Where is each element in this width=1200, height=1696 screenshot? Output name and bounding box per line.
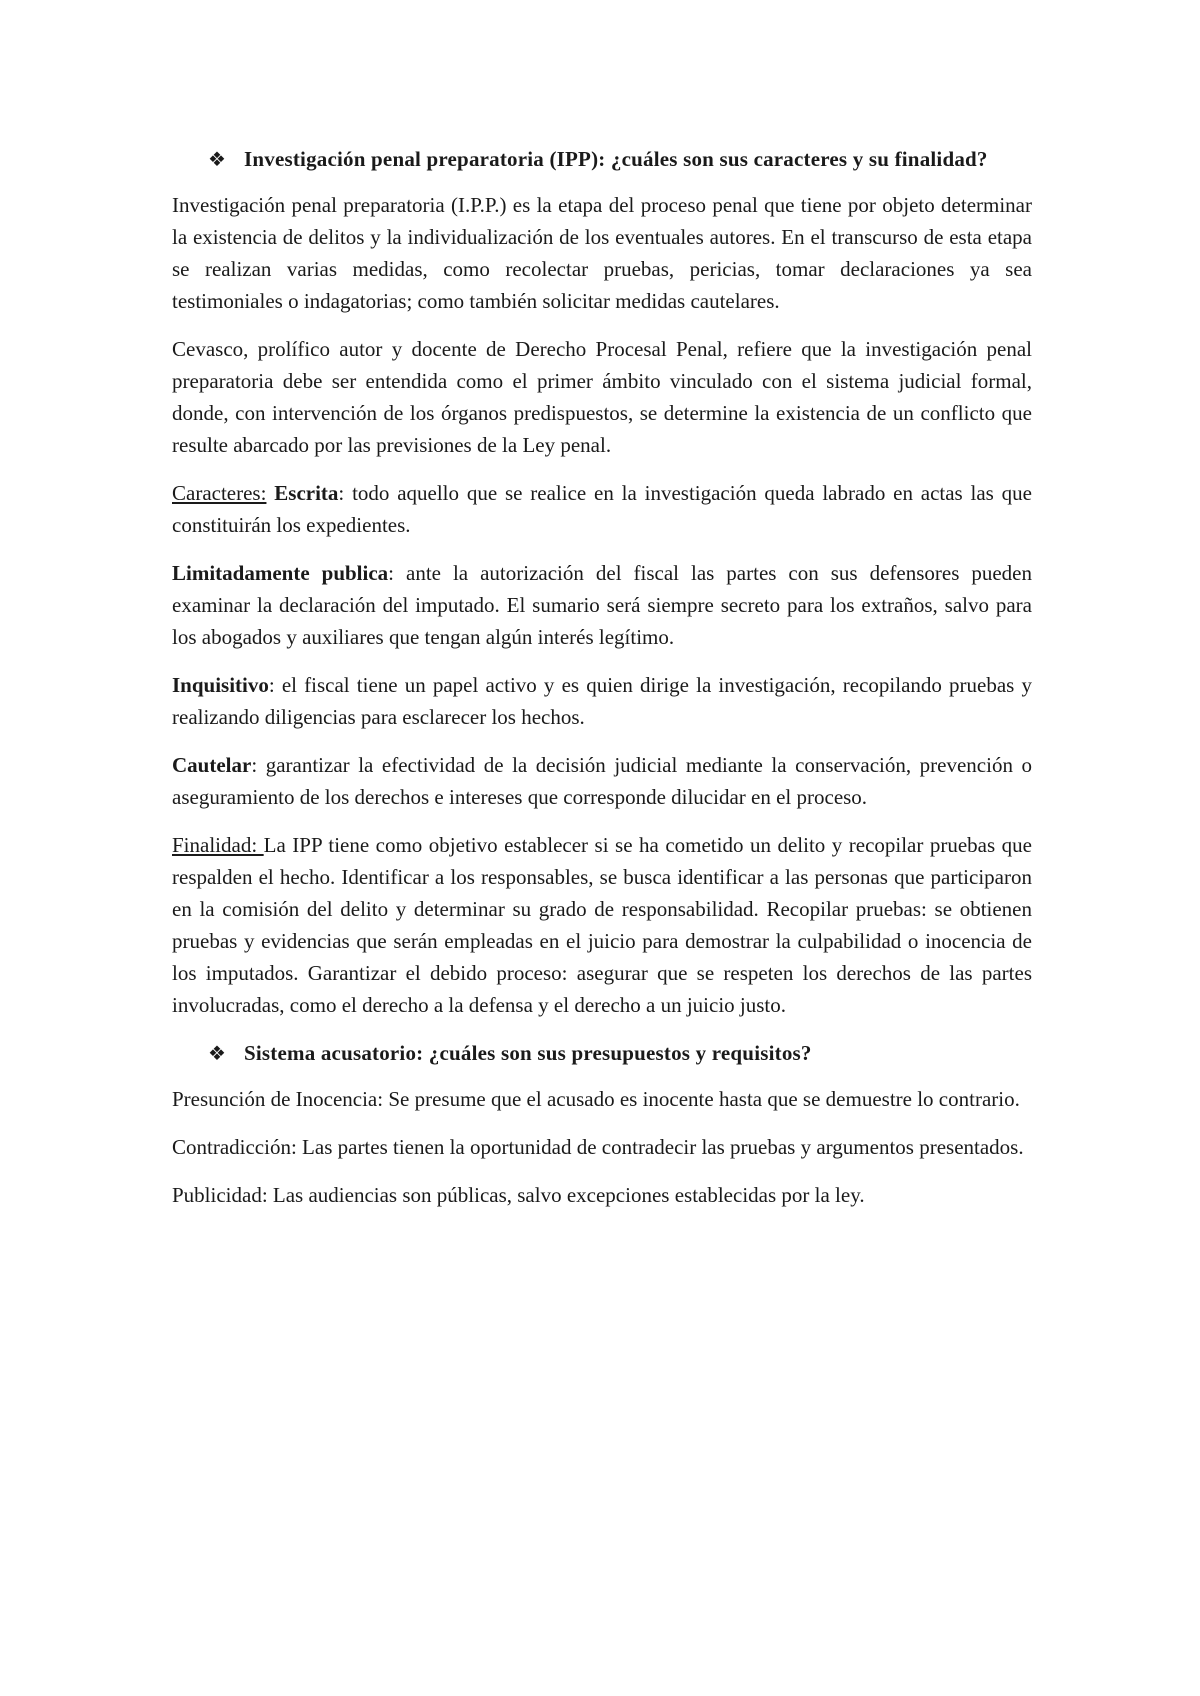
- paragraph-publicidad: Publicidad: Las audiencias son públicas, salvo excepciones establecidas por la ley.: [172, 1183, 865, 1207]
- escrita-text: : todo aquello que se realice en la investigación queda labrado en actas las que constituirán los expedientes.: [172, 481, 1032, 537]
- paragraph-cevasco: Cevasco, prolífico autor y docente de Derecho Procesal Penal, refiere que la investigación penal preparatoria debe ser entendida como el primer ámbito vinculado con el sistema judicial formal, donde, con intervención de los órganos predispuestos, se determine la existencia de un conflicto que resulte abarcado por las previsiones de la Ley penal.: [172, 337, 1032, 457]
- diamond-bullet-icon: ❖: [208, 147, 227, 171]
- paragraph-contradiccion: Contradicción: Las partes tienen la oportunidad de contradecir las pruebas y argumentos presentados.: [172, 1135, 1024, 1159]
- paragraph-cautelar: [172, 749, 1032, 813]
- finalidad-label: Finalidad:: [172, 833, 264, 857]
- cautelar-term: Cautelar: [172, 753, 252, 777]
- caracteres-label: Caracteres:: [172, 481, 267, 505]
- escrita-term: Escrita: [274, 481, 339, 505]
- finalidad-text: La IPP tiene como objetivo establecer si se ha cometido un delito y recopilar pruebas que respalden el hecho. Identificar a los responsables, se busca identificar a las personas que participaron en la comisión del delito y determinar su grado de responsabilidad. Recopilar pruebas: se obtienen pruebas y evidencias que serán empleadas en el juicio para demostrar la culpabilidad o inocencia de los imputados. Garantizar el debido proceso: asegurar que se respeten los derechos de las partes involucradas, como el derecho a la defensa y el derecho a un juicio justo.: [172, 833, 1032, 1017]
- paragraph-inquisitivo: [172, 669, 1032, 733]
- section-heading-sistema-acusatorio: [172, 1037, 1032, 1069]
- inquisitivo-term: Inquisitivo: [172, 673, 269, 697]
- inquisitivo-text: : el fiscal tiene un papel activo y es quien dirige la investigación, recopilando pruebas y realizando diligencias para esclarecer los hechos.: [172, 673, 1032, 729]
- section-title: Sistema acusatorio: ¿cuáles son sus presupuestos y requisitos?: [244, 1041, 812, 1065]
- limitada-term: Limitadamente publica: [172, 561, 389, 585]
- paragraph-escrita: [172, 477, 1032, 541]
- paragraph-finalidad: [172, 829, 1032, 1021]
- section-title: Investigación penal preparatoria (IPP): ¿cuáles son sus caracteres y su finalidad?: [244, 147, 988, 171]
- limitada-text: : ante la autorización del fiscal las partes con sus defensores pueden examinar la declaración del imputado. El sumario será siempre secreto para los extraños, salvo para los abogados y auxiliares que tengan algún interés legítimo.: [172, 561, 1032, 649]
- document-body: [172, 143, 1032, 1227]
- section-heading-ipp: [172, 143, 1032, 175]
- diamond-bullet-icon: ❖: [208, 1041, 227, 1065]
- paragraph-ipp-definition: Investigación penal preparatoria (I.P.P.) es la etapa del proceso penal que tiene por objeto determinar la existencia de delitos y la individualización de los eventuales autores. En el transcurso de esta etapa se realizan varias medidas, como recolectar pruebas, pericias, tomar declaraciones ya sea testimoniales o indagatorias; como también solicitar medidas cautelares.: [172, 193, 1032, 313]
- paragraph-presuncion: Presunción de Inocencia: Se presume que el acusado es inocente hasta que se demuestre lo contrario.: [172, 1087, 1020, 1111]
- cautelar-text: : garantizar la efectividad de la decisión judicial mediante la conservación, prevención o aseguramiento de los derechos e intereses que corresponde dilucidar en el proceso.: [172, 753, 1032, 809]
- paragraph-limitada: [172, 557, 1032, 653]
